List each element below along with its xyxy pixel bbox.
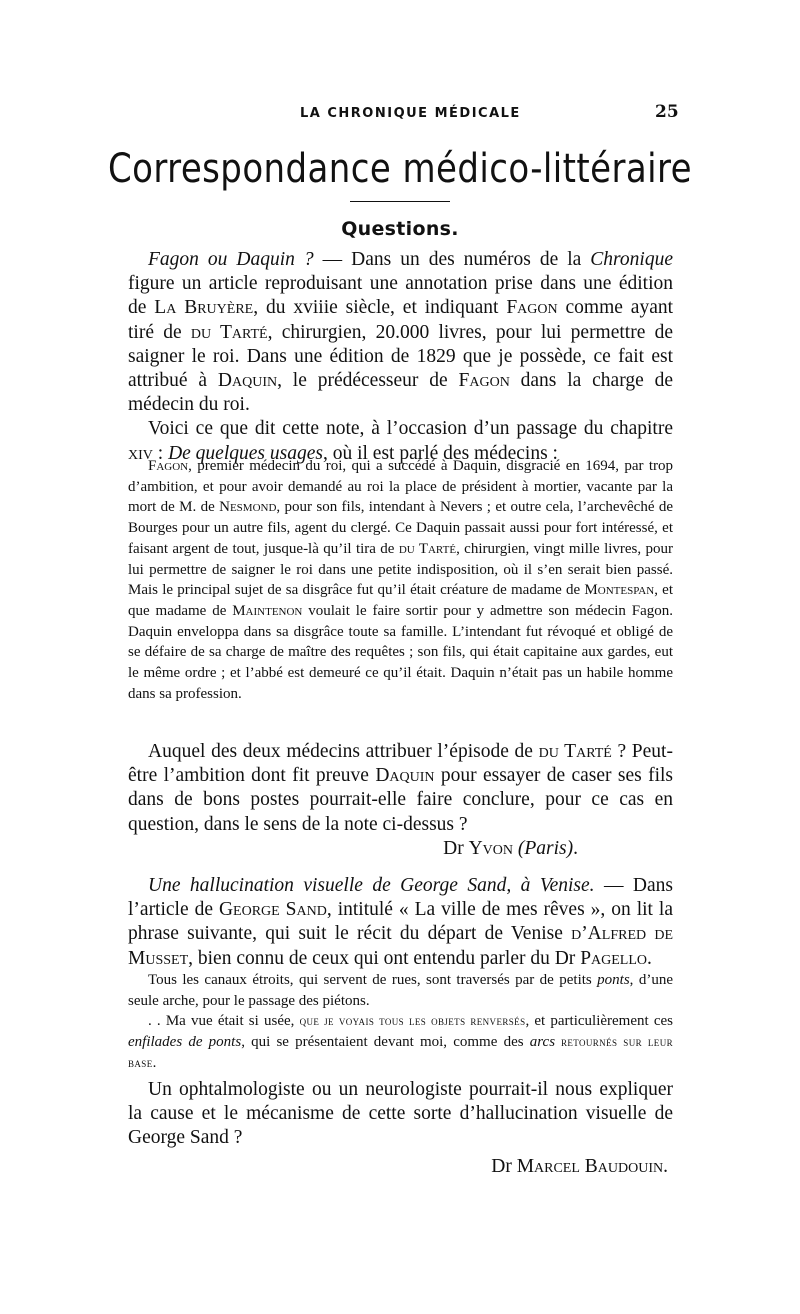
text-run: comme ayant tiré de [128,297,678,343]
chapter-number: xiv [128,442,153,464]
title-rule [350,201,450,202]
signatory-place: (Paris) [517,837,574,859]
text-run: Chronique [590,249,673,270]
text-run: — Dans l’article de [128,875,678,921]
author-name: La Bruyère [154,297,254,319]
question-2-intro [128,874,678,971]
text-run: . [573,837,578,859]
text-run: . [663,1155,668,1177]
text-run: . [647,947,652,969]
question-2-conclusion [128,1078,673,1179]
text-run: : [152,442,169,464]
person-name: du Tarté [190,321,268,343]
running-head: LA CHRONIQUE MÉDICALE [300,106,521,121]
paragraph [128,874,678,971]
text-run: . [152,1054,157,1071]
text-run: — Dans un des numéros de la [313,249,591,270]
text-run: , d’une seule arche, pour le passage des piétons. [128,972,677,1009]
section-heading: Questions. [341,218,459,240]
text-run: , qui se présentaient devant moi, comme des [241,1034,530,1051]
text-run: . . Ma vue était si usée, [148,1013,300,1030]
text-run: retournés sur leur base [128,1035,677,1070]
block-quote-2 [128,970,677,1074]
text-run: Voici ce que dit cette note, à l’occasion d’un passage du chapitre [148,418,678,440]
title-prefix: Dr [491,1155,517,1177]
title-prefix: Dr [443,837,469,859]
question-title: Une hallucination visuelle de George Sand, à Venise. [148,875,595,896]
quote-paragraph [128,970,677,1011]
person-name: Fagon [506,297,558,319]
signatory-name: Yvon [468,837,513,859]
chapter-title: De quelques usages [168,442,323,464]
person-name: Fagon [148,458,189,474]
question-1-conclusion [128,740,678,861]
person-name: Pagello [580,947,648,969]
text-run: pour essayer de caser ses fils dans de bons postes pourrait-elle faire conclure, pour ce cas en question, dans le sens de la note ci-dessus ? [128,765,678,835]
text-run: , bien connu de ceux qui ont entendu parler du Dr [188,947,581,969]
text-run: voulait le faire sortir pour y admettre son médecin Fagon. Daquin enveloppa dans sa disgrâce toute sa famille. L’intendant fut révoqué et obligé de se défaire de sa charge de maître des requêtes ; son fils, qui était capitaine aux gardes, eut le même ordre ; et l’abbé est demeuré ce qu’il était. Daquin n’était pas un habile homme dans sa profession. [128,602,677,702]
text-run: enfilades de ponts [128,1034,242,1051]
question-1-intro [128,248,678,466]
person-name: Daquin [217,370,278,392]
person-name: Montespan [584,582,655,599]
text-run: , chirurgien, vingt mille livres, pour lui permettre de saigner le roi dans une petite indisposition, où il s’en serait bien passé. Mais le principal sujet de sa disgrâce fut qu’il était créature de madame de [128,540,677,599]
text-run: ? Peut-être l’ambition dont fit preuve [128,741,673,787]
text-run: Tous les canaux étroits, qui servent de rues, sont traversés par de petits [148,972,598,988]
quote-paragraph [128,456,677,704]
question-title: Fagon ou Daquin ? [148,249,314,270]
text-run: , et particulièrement ces [525,1013,677,1030]
text-run: , le prédécesseur de [277,370,459,392]
page-number: 25 [655,102,679,122]
person-name: Nesmond [219,499,277,516]
text-run: , intitulé « La ville de mes rêves », on lit la phrase suivante, qui suit le récit du départ de Venise [128,899,678,945]
text-run: , chirurgien, 20.000 livres, pour lui permettre de saigner le roi. Dans une édition de 1829 que je possède, ce fait est attribué à [128,321,678,392]
text-run: , où il est parlé des médecins : [322,442,558,464]
signatory-name: Marcel Baudouin [516,1155,664,1177]
signature-1 [128,837,673,861]
person-name: d’Alfred de Musset [128,923,678,969]
paragraph [128,248,678,417]
paragraph: Un ophtalmologiste ou un neurologiste pourrait-il nous expliquer la cause et le mécanisme de cette sorte d’hallucination visuelle de George Sand ? [128,1079,673,1149]
block-quote-1 [128,456,677,704]
quote-paragraph [128,1011,677,1073]
text-run: que je voyais tous les objets renversés [299,1014,526,1029]
text-run: figure un article reproduisant une annotation prise dans une édition de [128,249,678,319]
person-name: du Tarté [398,540,457,557]
paragraph [128,740,678,837]
text-run: , du xviiie siècle, et indiquant [253,297,507,319]
text-run: , premier médecin du roi, qui a succédé à Daquin, disgracié en 1694, par trop d’ambition, et pour avoir demandé au roi la place de président à mortier, vacante par la mort de M. de [128,458,677,516]
person-name: Maintenon [232,602,303,619]
text-run: , pour son fils, intendant à Nevers ; et outre cela, l’archevêché de Bourges pour un autre fils, agent du clergé. Ce Daquin passait aussi pour fort intéressé, et faisant argent de tout, jusque-là qu’il tira de [128,499,677,557]
page-title: Correspondance médico-littéraire [107,146,693,192]
person-name: Fagon [458,370,510,392]
text-run: ponts [597,972,630,988]
person-name: Daquin [375,765,435,787]
text-run: , et que madame de [128,582,677,619]
text-run: dans la charge de médecin du roi. [128,370,678,416]
text-run: Auquel des deux médecins attribuer l’épisode de [148,741,539,762]
signature-2 [128,1155,673,1179]
person-name: du Tarté [538,741,612,762]
text-run: arcs [529,1034,556,1051]
author-name: George Sand [218,899,327,921]
